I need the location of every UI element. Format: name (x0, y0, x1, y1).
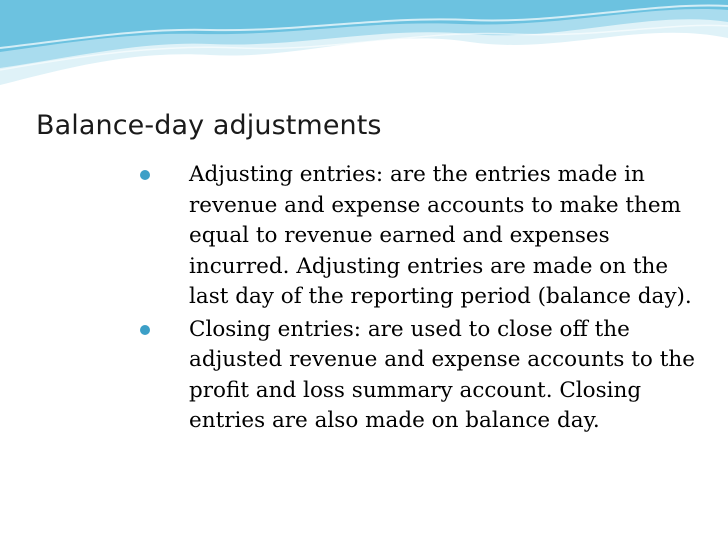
bullet-text: Adjusting entries: are the entries made in revenue and expense accounts to make them equal to revenue earned and expenses incurred. Adjusting entries are made on the last day of the reporting period (balance day). (189, 162, 692, 309)
bullet-list (140, 160, 700, 439)
bullet-item-adjusting-entries (140, 160, 700, 313)
bullet-dot-icon (140, 170, 150, 180)
bullet-dot-icon (140, 325, 150, 335)
header-wave-decoration (0, 0, 728, 100)
bullet-text: Closing entries: are used to close off the adjusted revenue and expense accounts to the profit and loss summary account. Closing entries are also made on balance day. (189, 316, 695, 433)
slide-title: Balance-day adjustments (36, 110, 382, 141)
bullet-item-closing-entries (140, 315, 700, 437)
